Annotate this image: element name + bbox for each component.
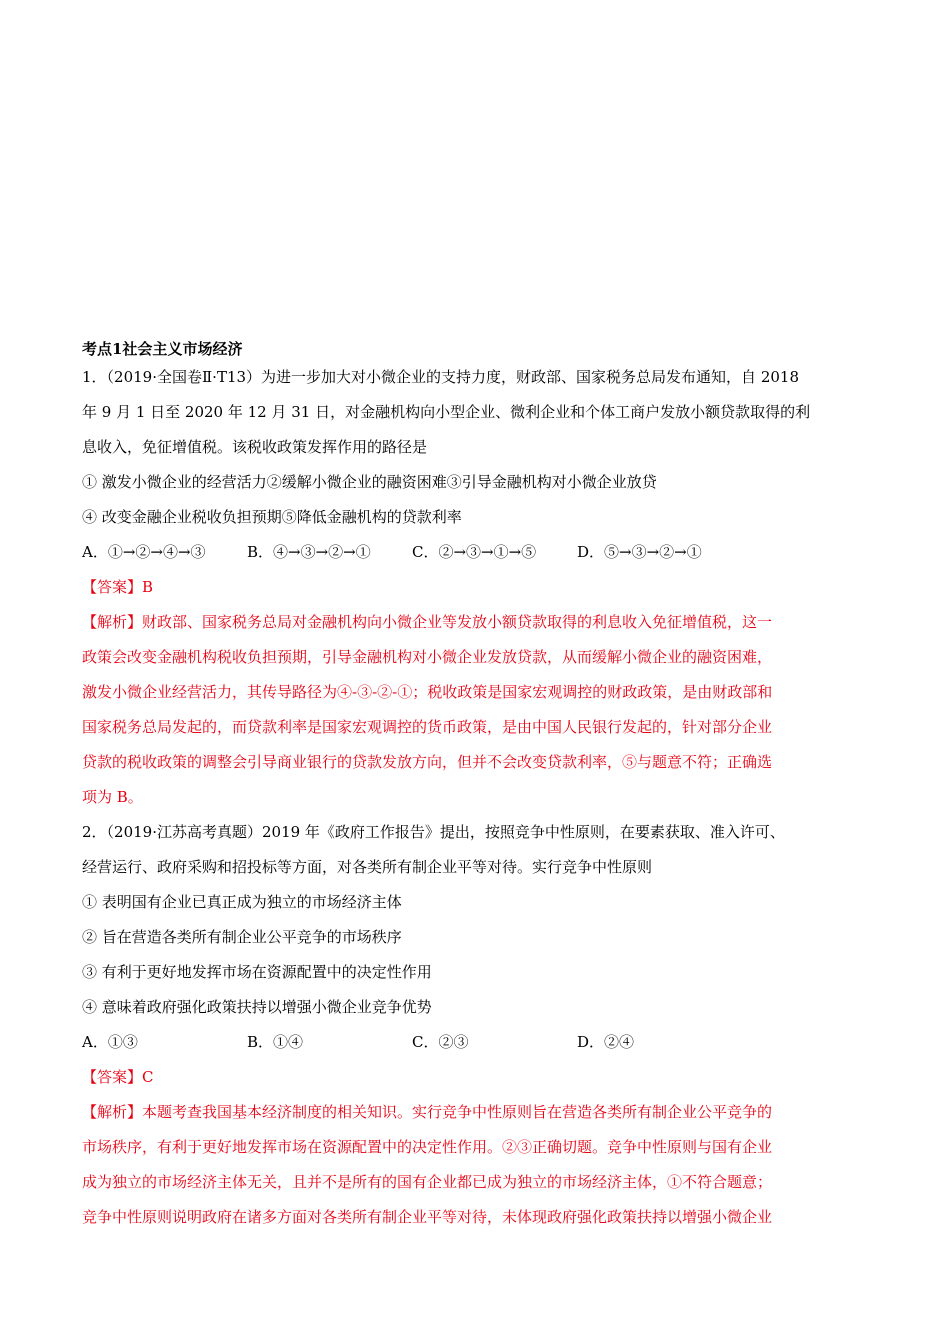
question-2-item: ③ 有利于更好地发挥市场在资源配置中的决定性作用 — [82, 963, 432, 981]
question-2-item: ① 表明国有企业已真正成为独立的市场经济主体 — [82, 893, 402, 911]
option-a: A．①③ — [82, 1033, 138, 1051]
question-1-stem-line: 1．（2019·全国卷Ⅱ·T13）为进一步加大对小微企业的支持力度，财政部、国家税务总局发布通知，自 2018 — [82, 368, 799, 386]
question-2-analysis-line: 竞争中性原则说明政府在诸多方面对各类所有制企业平等对待，未体现政府强化政策扶持以增强小微企业 — [82, 1208, 773, 1226]
question-1-item: ① 激发小微企业的经营活力②缓解小微企业的融资困难③引导金融机构对小微企业放贷 — [82, 473, 657, 491]
option-c: C．②③ — [412, 1033, 469, 1051]
question-1-analysis-line: 【解析】财政部、国家税务总局对金融机构向小微企业等发放小额贷款取得的利息收入免征增值税，这一 — [82, 613, 773, 631]
question-1-analysis-line: 项为 B。 — [82, 788, 143, 806]
option-d: D．②④ — [577, 1033, 635, 1051]
question-1-analysis-line: 国家税务总局发起的，而贷款利率是国家宏观调控的货币政策，是由中国人民银行发起的，针对部分企业 — [82, 718, 773, 736]
question-2-item: ④ 意味着政府强化政策扶持以增强小微企业竞争优势 — [82, 998, 432, 1016]
question-2 — [82, 823, 872, 1227]
question-1-item: ④ 改变金融企业税收负担预期⑤降低金融机构的贷款利率 — [82, 508, 462, 526]
question-2-analysis-line: 成为独立的市场经济主体无关，且并不是所有的国有企业都已成为独立的市场经济主体，①不符合题意； — [82, 1173, 773, 1191]
option-c: C．②→③→①→⑤ — [412, 543, 537, 561]
option-b: B．①④ — [247, 1033, 304, 1051]
option-a: A．①→②→④→③ — [82, 543, 206, 561]
option-b: B．④→③→②→① — [247, 543, 371, 561]
question-1-stem-line: 年 9 月 1 日至 2020 年 12 月 31 日，对金融机构向小型企业、微利企业和个体工商户发放小额贷款取得的利 — [82, 403, 811, 421]
question-2-analysis-line: 【解析】本题考查我国基本经济制度的相关知识。实行竞争中性原则旨在营造各类所有制企业公平竞争的 — [82, 1103, 773, 1121]
question-1-stem-line: 息收入，免征增值税。该税收政策发挥作用的路径是 — [82, 438, 428, 456]
question-1-analysis-line: 激发小微企业经营活力，其传导路径为④-③-②-①；税收政策是国家宏观调控的财政政策，是由财政部和 — [82, 683, 773, 701]
question-1-analysis-line: 政策会改变金融机构税收负担预期，引导金融机构对小微企业发放贷款，从而缓解小微企业的融资困难， — [82, 648, 773, 666]
question-1-answer: 【答案】B — [82, 578, 154, 596]
option-d: D．⑤→③→②→① — [577, 543, 702, 561]
question-1 — [82, 368, 872, 807]
question-2-stem-line: 2．（2019·江苏高考真题）2019 年《政府工作报告》提出，按照竞争中性原则，在要素获取、准入许可、 — [82, 823, 785, 841]
question-2-stem-line: 经营运行、政府采购和招投标等方面，对各类所有制企业平等对待。实行竞争中性原则 — [82, 858, 653, 876]
document-page — [82, 340, 872, 1243]
question-1-options — [82, 543, 872, 562]
section-title: 考点1社会主义市场经济 — [82, 340, 243, 358]
question-2-answer: 【答案】C — [82, 1068, 154, 1086]
question-2-analysis-line: 市场秩序，有利于更好地发挥市场在资源配置中的决定性作用。②③正确切题。竞争中性原则与国有企业 — [82, 1138, 773, 1156]
question-2-options — [82, 1033, 872, 1052]
question-1-analysis-line: 贷款的税收政策的调整会引导商业银行的贷款发放方向，但并不会改变贷款利率，⑤与题意不符；正确选 — [82, 753, 773, 771]
question-2-item: ② 旨在营造各类所有制企业公平竞争的市场秩序 — [82, 928, 402, 946]
